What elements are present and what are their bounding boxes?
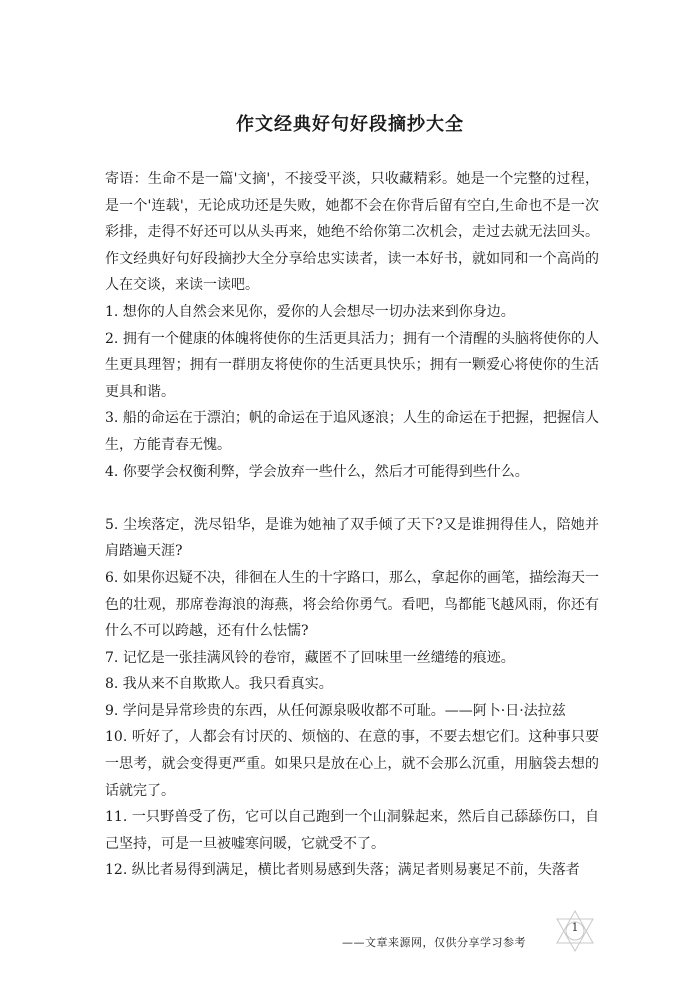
list-item: 4. 你要学会权衡利弊，学会放弃一些什么，然后才可能得到些什么。 (105, 463, 529, 480)
list-item: 6. 如果你迟疑不决，徘徊在人生的十字路口，那么，拿起你的画笔，描绘海天一色的壮观，那席卷海浪的海燕，将会给你勇气。看吧，鸟都能飞越风雨，你还有什么不可以跨越，还有什么怯懦? (105, 569, 599, 640)
list-item: 1. 想你的人自然会来见你，爱你的人会想尽一切办法来到你身边。 (105, 303, 515, 320)
intro-paragraph: 寄语：生命不是一篇'文摘'，不接受平淡，只收藏精彩。她是一个完整的过程，是一个'连载'，无论成功还是失败，她都不会在你背后留有空白,生命也不是一次彩排，走得不好还可以从头再来，她绝不给你第二次机会，走过去就无法回头。作文经典好句好段摘抄大全分享给忠实读者，读一本好书，就如同和一个高尚的人在交谈，来读一读吧。 (105, 171, 599, 294)
paragraph-gap (105, 485, 599, 512)
list-item: 11. 一只野兽受了伤，它可以自己跑到一个山洞躲起来，然后自己舔舔伤口，自己坚持，可是一旦被嘘寒问暖，它就受不了。 (105, 809, 599, 852)
document-body (105, 166, 599, 884)
list-item: 2. 拥有一个健康的体魄将使你的生活更具活力；拥有一个清醒的头脑将使你的人生更具理智；拥有一群朋友将使你的生活更具快乐；拥有一颗爱心将使你的生活更具和谐。 (105, 330, 599, 400)
list-item: 9. 学问是异常珍贵的东西，从任何源泉吸收都不可耻。——阿卜·日·法拉兹 (105, 702, 566, 719)
page-number: 1 (571, 921, 579, 934)
list-item: 8. 我从来不自欺欺人。我只看真实。 (105, 676, 333, 693)
source-footer: ——文章来源网，仅供分享学习参考 (342, 936, 526, 949)
list-item: 7. 记忆是一张挂满风铃的卷帘，藏匿不了回味里一丝缱绻的痕迹。 (105, 649, 515, 666)
list-item: 12. 纵比者易得到满足，横比者则易感到失落；满足者则易裹足不前，失落者 (105, 862, 580, 879)
list-item: 10. 听好了，人都会有讨厌的、烦恼的、在意的事，不要去想它们。这种事只要一思考，就会变得更严重。如果只是放在心上，就不会那么沉重，用脑袋去想的话就完了。 (105, 729, 599, 799)
list-item: 3. 船的命运在于漂泊；帆的命运在于追风逐浪；人生的命运在于把握，把握信人生，方能青春无愧。 (105, 410, 599, 453)
list-item: 5. 尘埃落定，洗尽铅华，是谁为她袖了双手倾了天下?又是谁拥得佳人，陪她并肩踏遍天涯? (105, 516, 599, 560)
document-title: 作文经典好句好段摘抄大全 (236, 114, 464, 135)
